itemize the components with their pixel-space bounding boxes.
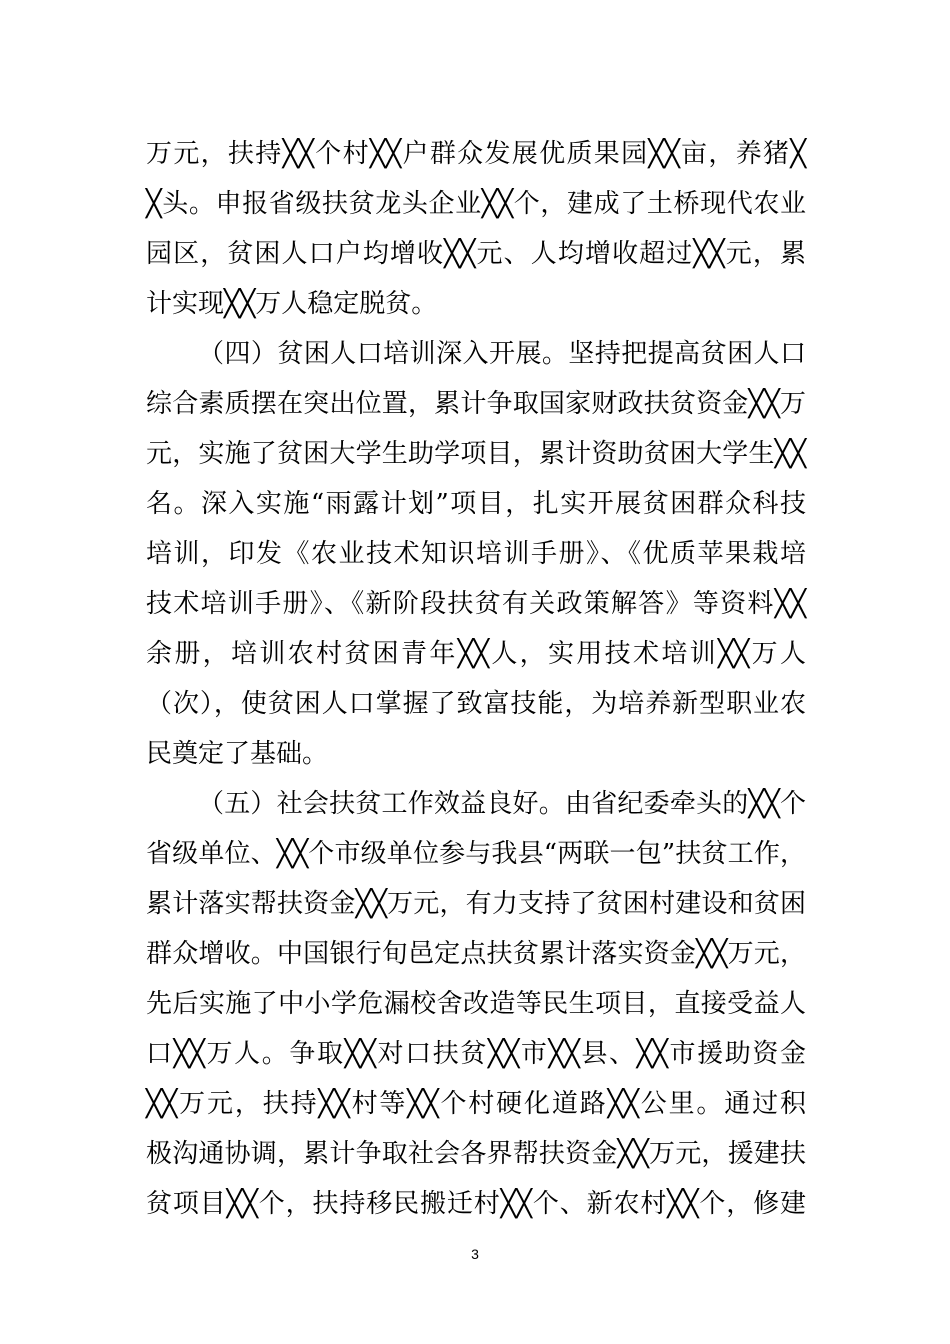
text-line: 余册，培训农村贫困青年╳╳人，实用技术培训╳╳万人 bbox=[146, 639, 806, 669]
text-line: 累计落实帮扶资金╳╳万元，有力支持了贫困村建设和贫困 bbox=[146, 889, 806, 919]
text-line: 名。深入实施“雨露计划”项目，扎实开展贫困群众科技 bbox=[146, 489, 806, 519]
text-line: ╳头。申报省级扶贫龙头企业╳╳个，建成了土桥现代农业 bbox=[146, 189, 806, 219]
text-line: 培训，印发《农业技术知识培训手册》、《优质苹果栽培 bbox=[146, 539, 806, 569]
text-line: 民奠定了基础。 bbox=[146, 739, 329, 769]
text-line: 先后实施了中小学危漏校舍改造等民生项目，直接受益人 bbox=[146, 989, 806, 1019]
page-number: 3 bbox=[471, 1246, 479, 1262]
text-line: （五）社会扶贫工作效益良好。由省纪委牵头的╳╳个 bbox=[198, 789, 806, 819]
text-line: 园区，贫困人口户均增收╳╳元、人均增收超过╳╳元，累 bbox=[146, 239, 806, 269]
text-line: 省级单位、╳╳个市级单位参与我县“两联一包”扶贫工作， bbox=[146, 839, 806, 869]
text-line: 技术培训手册》、《新阶段扶贫有关政策解答》等资料╳╳ bbox=[146, 589, 806, 619]
text-line: 计实现╳╳万人稳定脱贫。 bbox=[146, 289, 438, 319]
text-line: 群众增收。中国银行旬邑定点扶贫累计落实资金╳╳万元， bbox=[146, 939, 806, 969]
text-line: 综合素质摆在突出位置，累计争取国家财政扶贫资金╳╳万 bbox=[146, 389, 806, 419]
text-line: ╳╳万元，扶持╳╳村等╳╳个村硬化道路╳╳公里。通过积 bbox=[146, 1089, 806, 1119]
text-line: 极沟通协调，累计争取社会各界帮扶资金╳╳万元，援建扶 bbox=[146, 1139, 806, 1169]
text-line: 口╳╳万人。争取╳╳对口扶贫╳╳市╳╳县、╳╳市援助资金 bbox=[146, 1039, 806, 1069]
text-line: （次），使贫困人口掌握了致富技能，为培养新型职业农 bbox=[146, 689, 806, 719]
text-line: 元，实施了贫困大学生助学项目，累计资助贫困大学生╳╳ bbox=[146, 439, 806, 469]
text-line: 贫项目╳╳个，扶持移民搬迁村╳╳个、新农村╳╳个，修建 bbox=[146, 1189, 806, 1219]
text-line: 万元，扶持╳╳个村╳╳户群众发展优质果园╳╳亩，养猪╳ bbox=[146, 139, 806, 169]
text-line: （四）贫困人口培训深入开展。坚持把提高贫困人口 bbox=[198, 339, 806, 369]
